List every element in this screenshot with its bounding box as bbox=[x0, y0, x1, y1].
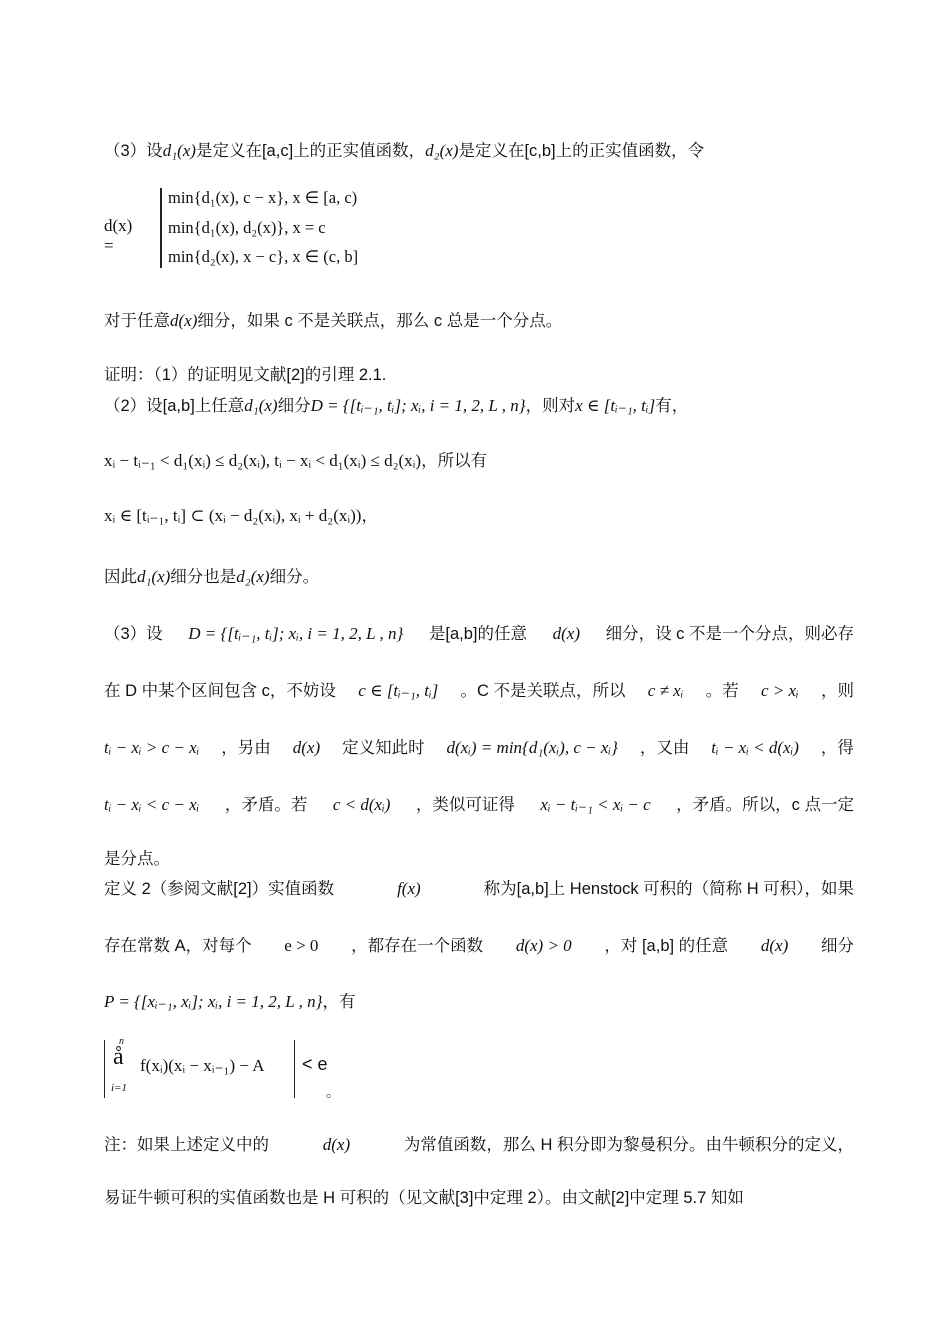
text: 是定义在[a,c]上的正实值函数， bbox=[195, 142, 426, 160]
text: （2）设[a,b]上任意 bbox=[104, 397, 245, 415]
formula-partition: D = {[tᵢ₋₁, tᵢ]; xᵢ, i = 1, 2, L , n} bbox=[310, 396, 526, 415]
text: ，则对 bbox=[525, 397, 576, 415]
formula-d: d(x) bbox=[322, 1135, 351, 1154]
text: 注：如果上述定义中的 bbox=[104, 1136, 269, 1154]
sum-body: f(xᵢ)(xᵢ − xᵢ₋₁) − A bbox=[140, 1056, 265, 1075]
inequality-1 bbox=[104, 448, 854, 474]
formula-c-interval: c ∈ [tᵢ₋₁, tᵢ] bbox=[358, 681, 439, 700]
proof-part-3-line-2 bbox=[104, 678, 854, 704]
text: ，又由 bbox=[639, 739, 690, 757]
abs-bar-right bbox=[294, 1040, 295, 1098]
text: 细分也是 bbox=[170, 568, 237, 586]
text: ，矛盾。所以，c 点一定 bbox=[676, 796, 854, 814]
proof-part-3-line-4 bbox=[104, 792, 854, 818]
definition-2-line-2 bbox=[104, 933, 854, 959]
text: 定义 2（参阅文献[2]）实值函数 bbox=[104, 880, 335, 898]
formula-d2: d₂(x) bbox=[425, 141, 459, 160]
text: 是[a,b]的任意 bbox=[428, 625, 528, 643]
note-line-2: 易证牛顿可积的实值函数也是 H 可积的（见文献[3]中定理 2）。由文献[2]中定理 5.7 知如 bbox=[104, 1189, 744, 1207]
sum-period: 。 bbox=[326, 1084, 340, 1100]
sum-rhs: < e bbox=[302, 1054, 328, 1074]
formula-a: tᵢ − xᵢ > c − xᵢ bbox=[104, 738, 200, 757]
piecewise-brace bbox=[160, 188, 168, 268]
text: ，矛盾。若 bbox=[224, 796, 308, 814]
text: 细分 bbox=[820, 937, 854, 955]
text: 在 D 中某个区间包含 c，不妨设 bbox=[104, 682, 336, 700]
text: 存在常数 A，对每个 bbox=[104, 937, 252, 955]
text: （3）设 bbox=[104, 625, 163, 643]
formula-d: d(x) bbox=[170, 311, 198, 330]
text: 是定义在[c,b]上的正实值函数，令 bbox=[458, 142, 705, 160]
formula-interval: x ∈ [tᵢ₋₁, tᵢ] bbox=[575, 396, 656, 415]
proof-part-1: 证明：（1）的证明见文献[2]的引理 2.1. bbox=[104, 366, 387, 384]
paragraph-definition-3 bbox=[104, 138, 854, 164]
formula-partition: D = {[tᵢ₋₁, tᵢ]; xᵢ, i = 1, 2, L , n} bbox=[188, 624, 404, 643]
text: 细分，如果 c 不是关联点，那么 c 总是一个分点。 bbox=[197, 312, 563, 330]
text: ，则 bbox=[820, 682, 854, 700]
formula-c-neq: c ≠ xᵢ bbox=[647, 681, 684, 700]
formula-d: c < d(xᵢ) bbox=[332, 795, 391, 814]
sum-symbol: å bbox=[113, 1044, 124, 1070]
paragraph-conclusion bbox=[104, 564, 854, 590]
formula-e: xᵢ − tᵢ₋₁ < xᵢ − c bbox=[540, 795, 651, 814]
formula-d: d(x) bbox=[760, 936, 789, 955]
text: 定义知此时 bbox=[342, 739, 425, 757]
text: ，对 [a,b] 的任意 bbox=[604, 937, 729, 955]
inequality-2 bbox=[104, 503, 854, 529]
text: ，得 bbox=[820, 739, 854, 757]
formula-min: d(xᵢ) = min{d₁(xᵢ), c − xᵢ} bbox=[446, 738, 618, 757]
text: ，有 bbox=[322, 993, 356, 1011]
text: 细分，设 c 不是一个分点，则必存 bbox=[605, 625, 854, 643]
formula-d1: d₁(x) bbox=[162, 141, 196, 160]
text: ，都存在一个函数 bbox=[351, 937, 484, 955]
text: 细分。 bbox=[269, 568, 320, 586]
definition-2-line-3 bbox=[104, 989, 854, 1015]
text: 有， bbox=[655, 397, 689, 415]
formula-b: tᵢ − xᵢ < d(xᵢ) bbox=[711, 738, 799, 757]
formula-d: d(x) bbox=[552, 624, 580, 643]
note-line-1 bbox=[104, 1132, 854, 1158]
text: 。若 bbox=[705, 682, 739, 700]
text: 细分 bbox=[277, 397, 311, 415]
sum-upper-limit: n bbox=[119, 1036, 124, 1047]
proof-part-3-line-3 bbox=[104, 735, 854, 761]
formula-d-positive: d(x) > 0 bbox=[515, 936, 572, 955]
formula-inequality: xᵢ − tᵢ₋₁ < d₁(xᵢ) ≤ d₂(xᵢ), tᵢ − xᵢ < d₁(xᵢ) ≤ d₂(xᵢ) bbox=[104, 451, 422, 470]
text: 。C 不是关联点，所以 bbox=[460, 682, 626, 700]
proof-part-2 bbox=[104, 393, 854, 419]
text: 为常值函数，那么 H 积分即为黎曼积分。由牛顿积分的定义， bbox=[403, 1136, 854, 1154]
piecewise-row-2: min{d₁(x), d₂(x)}, x = c bbox=[168, 218, 326, 237]
piecewise-lhs: d(x) = bbox=[104, 216, 133, 255]
formula-c: tᵢ − xᵢ < c − xᵢ bbox=[104, 795, 200, 814]
text: ， bbox=[361, 507, 378, 525]
formula-f: f(x) bbox=[397, 879, 421, 898]
proof-part-3-line-1 bbox=[104, 621, 854, 647]
text: ，另由 bbox=[221, 739, 271, 757]
proof-part-3-line-5: 是分点。 bbox=[104, 850, 170, 868]
formula-c-gt: c > xᵢ bbox=[760, 681, 799, 700]
text: （3）设 bbox=[104, 142, 163, 160]
formula-d2: d₂(x) bbox=[236, 567, 270, 586]
formula-epsilon: e > 0 bbox=[284, 936, 319, 955]
paragraph-claim bbox=[104, 308, 854, 334]
formula-d1: d₁(x) bbox=[137, 567, 171, 586]
formula-partition-p: P = {[xᵢ₋₁, xᵢ]; xᵢ, i = 1, 2, L , n} bbox=[104, 992, 323, 1011]
text: 对于任意 bbox=[104, 312, 170, 330]
sum-lower-limit: i=1 bbox=[111, 1082, 127, 1094]
formula-inclusion: xᵢ ∈ [tᵢ₋₁, tᵢ] ⊂ (xᵢ − d₂(xᵢ), xᵢ + d₂(xᵢ)) bbox=[104, 506, 362, 525]
definition-2-line-1 bbox=[104, 876, 854, 902]
formula-d1: d₁(x) bbox=[244, 396, 278, 415]
text: ，所以有 bbox=[421, 452, 488, 470]
piecewise-row-1: min{d₁(x), c − x}, x ∈ [a, c) bbox=[168, 188, 358, 207]
formula-d: d(x) bbox=[292, 738, 321, 757]
text: 因此 bbox=[104, 568, 137, 586]
text: ，类似可证得 bbox=[415, 796, 515, 814]
piecewise-row-3: min{d₂(x), x − c}, x ∈ (c, b] bbox=[168, 247, 359, 266]
text: 称为[a,b]上 Henstock 可积的（简称 H 可积），如果 bbox=[483, 880, 854, 898]
abs-bar-left bbox=[104, 1040, 105, 1098]
